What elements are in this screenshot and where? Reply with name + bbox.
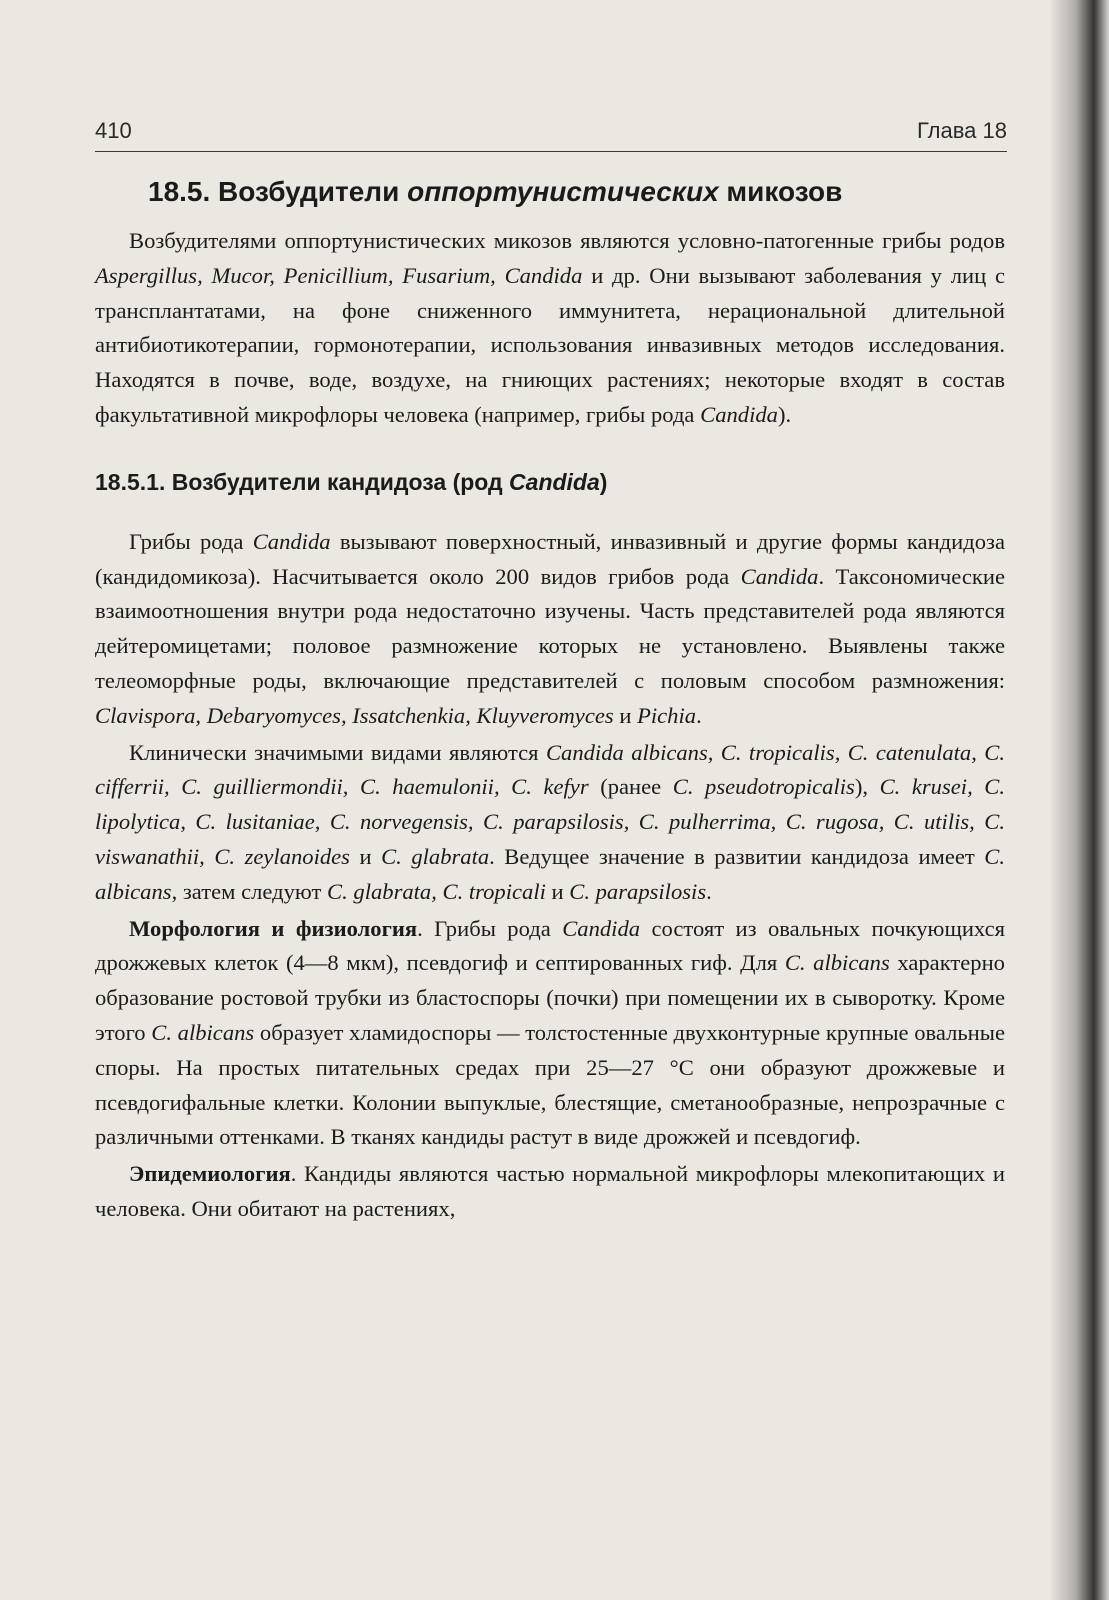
genus-name: Candida	[740, 563, 819, 589]
text-run: . Таксономические взаимоотношения внутри рода недостаточно изучены. Часть представителей рода являются дейтеромицетами; половое размножение которых не установлено. Выявлены также телеоморфные роды, включающие представителей с половым способом размножения:	[95, 563, 1005, 693]
species-name: C. pseudotropicalis	[672, 774, 855, 800]
header-rule	[95, 151, 1007, 152]
text-run: ),	[854, 774, 880, 800]
running-header	[95, 118, 1007, 152]
species-name: C. albicans	[95, 843, 1005, 904]
text-run: .	[706, 878, 712, 904]
section-title-a: 18.5. Возбудители	[148, 176, 408, 207]
page-number: 410	[95, 118, 132, 143]
text-run: Возбудителями оппортунистических микозов являются условно-патогенные грибы родов	[129, 228, 1005, 253]
section-title-emph: оппортунистических	[407, 176, 719, 207]
runin-heading: Эпидемиология	[129, 1161, 291, 1187]
text-run: . Ведущее значение в развитии кандидоза имеет	[489, 843, 985, 869]
text-run: (ранее	[588, 774, 673, 800]
morphology-paragraph	[95, 912, 1005, 1156]
species-name: C. albicans	[784, 950, 890, 976]
book-spine-shadow	[1049, 0, 1109, 1600]
text-run: характерно образование ростовой трубки из бластоспоры (почки) при помещении их в сыворотку. Кроме этого	[95, 950, 1005, 1045]
epidemiology-paragraph	[95, 1157, 1005, 1227]
page-content	[95, 172, 1005, 1227]
clinical-species-paragraph	[95, 736, 1005, 910]
text-run: .	[696, 702, 702, 728]
section-title-rest: микозов	[718, 176, 843, 207]
text-run: , затем следуют	[171, 878, 328, 904]
species-names: C. glabrata, C. tropicali	[327, 878, 546, 904]
genus-name: Candida	[700, 401, 778, 427]
runin-heading: Морфология и физиология	[129, 915, 418, 941]
genus-names: Aspergillus, Mucor, Penicillium, Fusarium, Candida	[95, 262, 583, 288]
text-run: и	[349, 843, 382, 869]
genus-name: Candida	[252, 528, 331, 554]
text-run: ).	[777, 401, 792, 427]
text-run: и др. Они вызывают заболевания у лиц с трансплантатами, на фоне сниженного иммунитета, нерациональной длительной антибиотикотерапии, гормонотерапии, использования инвазивных методов исследования. Находятся в почве, воде, воздухе, на гниющих растениях; некоторые входят в состав факультативной микрофлоры человека (например, грибы рода	[95, 262, 1005, 427]
species-name: C. albicans	[151, 1019, 255, 1045]
text-run: состоят из овальных почкующихся дрожжевых клеток (4—8 мкм), псевдогиф и септированных гиф. Для	[95, 915, 1005, 976]
species-names: C. krusei, C. lipolytica, C. lusitaniae, C. norvegensis, C. parapsilosis, C. pulherrima, C. rugosa, C. utilis, C. viswanathii, C. zeylanoides	[95, 774, 1006, 869]
section-intro-paragraph	[95, 224, 1005, 433]
text-run: . Грибы рода	[417, 915, 563, 941]
subsection-title	[95, 465, 1005, 499]
text-run: образует хламидоспоры — толстостенные двухконтурные крупные овальные споры. На простых питательных средах при 25—27 °С они образуют дрожжевые и псевдогифальные клетки. Колонии выпуклые, блестящие, сметанообразные, непрозрачные с различными оттенками. В тканях кандиды растут в виде дрожжей и псевдогиф.	[95, 1019, 1005, 1150]
text-run: Грибы рода	[129, 528, 253, 554]
species-name: C. glabrata	[381, 843, 490, 869]
subsection-title-emph: Candida	[509, 468, 600, 495]
genus-name: Candida	[562, 915, 641, 941]
text-run: и	[613, 702, 638, 728]
species-names: Candida albicans, C. tropicalis, C. catenulata, C. cifferrii, C. guilliermondii, C. haemulonii, C. kefyr	[95, 739, 1005, 800]
chapter-label: Глава 18	[916, 118, 1007, 143]
genus-name: Pichia	[637, 702, 697, 728]
subsection-title-a: 18.5.1. Возбудители кандидоза (род	[95, 468, 510, 495]
text-run: Клинически значимыми видами являются	[129, 739, 546, 765]
subsection-title-b: )	[599, 468, 608, 495]
text-run: и	[545, 878, 570, 904]
section-title	[148, 172, 1005, 212]
text-run: вызывают поверхностный, инвазивный и другие формы кандидоза (кандидомикоза). Насчитывается около 200 видов грибов рода	[95, 528, 1006, 589]
species-name: C. parapsilosis	[569, 878, 707, 904]
candida-overview-paragraph	[95, 525, 1005, 734]
text-run: . Кандиды являются частью нормальной микрофлоры млекопитающих и человека. Они обитают на растениях,	[95, 1161, 1005, 1221]
genus-names: Clavispora, Debaryomyces, Issatchenkia, Kluyveromyces	[95, 702, 614, 728]
